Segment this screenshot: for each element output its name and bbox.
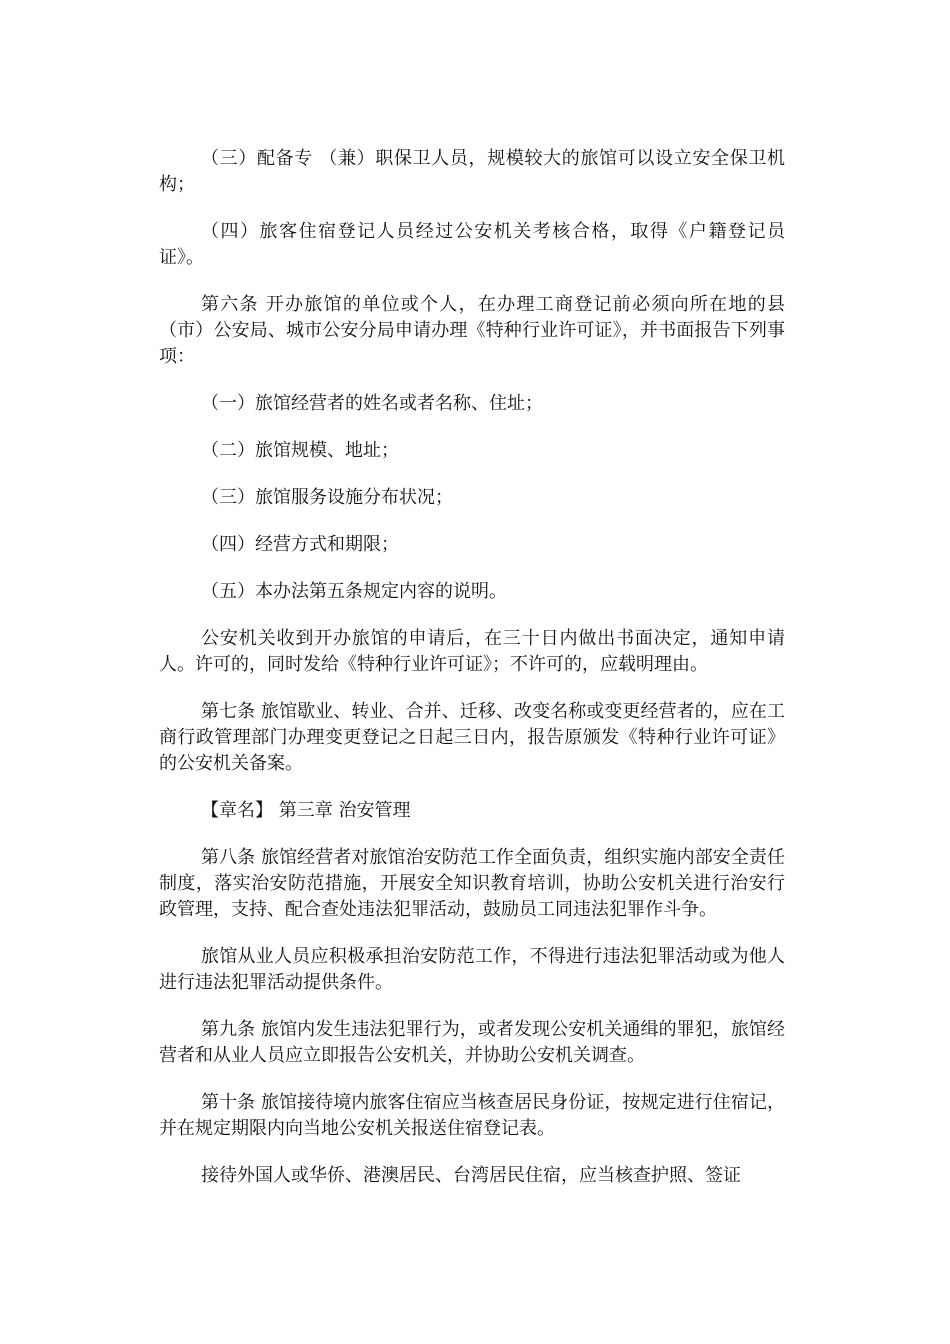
paragraph-article-10: 第十条 旅馆接待境内旅客住宿应当核查居民身份证，按规定进行住宿记，并在规定期限内向当地公安机关报送住宿登记表。: [159, 1092, 785, 1139]
paragraph-foreign-guests: 接待外国人或华侨、港澳居民、台湾居民住宿，应当核查护照、签证: [201, 1165, 741, 1186]
paragraph-item-2: （二）旅馆规模、地址；: [201, 440, 399, 461]
paragraph-clause-4: （四）旅客住宿登记人员经过公安机关考核合格，取得《户籍登记员证》。: [159, 221, 785, 268]
chapter-heading: 【章名】 第三章 治安管理: [201, 800, 411, 821]
paragraph-article-6: 第六条 开办旅馆的单位或个人，在办理工商登记前必须向所在地的县 （市）公安局、城市公安分局申请办理《特种行业许可证》，并书面报告下列事项：: [159, 294, 785, 367]
paragraph-article-7: 第七条 旅馆歇业、转业、合并、迁移、改变名称或变更经营者的，应在工商行政管理部门办理变更登记之日起三日内，报告原颁发《特种行业许可证》的公安机关备案。: [159, 701, 785, 774]
paragraph-item-1: （一）旅馆经营者的姓名或者名称、住址；: [201, 393, 543, 414]
paragraph-staff-duty: 旅馆从业人员应积极承担治安防范工作，不得进行违法犯罪活动或为他人进行违法犯罪活动提供条件。: [159, 946, 785, 993]
paragraph-item-4: （四）经营方式和期限；: [201, 534, 399, 555]
document-body: [159, 146, 785, 1210]
paragraph-article-9: 第九条 旅馆内发生违法犯罪行为，或者发现公安机关通缉的罪犯，旅馆经营者和从业人员应立即报告公安机关，并协助公安机关调查。: [159, 1019, 785, 1066]
paragraph-article-8: 第八条 旅馆经营者对旅馆治安防范工作全面负责，组织实施内部安全责任制度，落实治安防范措施，开展安全知识教育培训，协助公安机关进行治安行政管理，支持、配合查处违法犯罪活动，鼓励员工同违法犯罪作斗争。: [159, 847, 785, 920]
paragraph-decision: 公安机关收到开办旅馆的申请后，在三十日内做出书面决定，通知申请人。许可的，同时发给《特种行业许可证》；不许可的，应载明理由。: [159, 628, 785, 675]
paragraph-item-3: （三）旅馆服务设施分布状况；: [201, 487, 453, 508]
paragraph-item-5: （五）本办法第五条规定内容的说明。: [201, 581, 507, 602]
paragraph-clause-3: （三）配备专 （兼）职保卫人员，规模较大的旅馆可以设立安全保卫机构；: [159, 148, 785, 195]
